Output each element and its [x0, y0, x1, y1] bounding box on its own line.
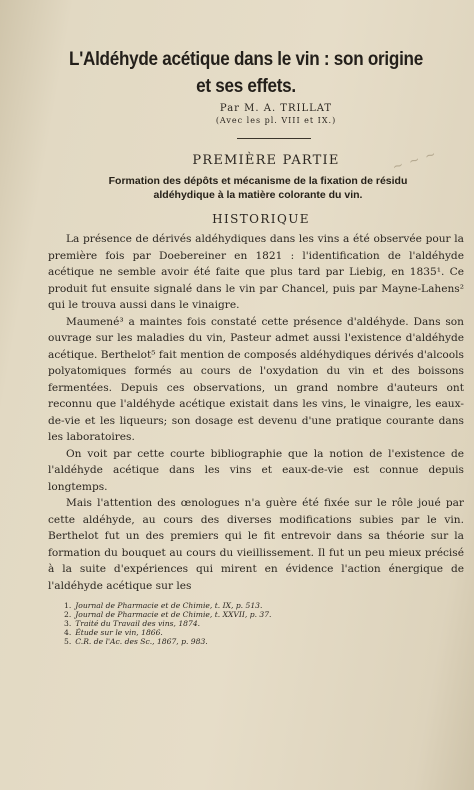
title-line-2: et ses effets. [196, 76, 296, 97]
paragraph: Mais l'attention des œnologues n'a guère été fixée sur le rôle joué par cette aldéhyde, au cours des diverses modifications subies par le vin. Berthelot fut un des premiers qui le fit entrevoir dans sa théorie sur la formation du bouquet au cours du vieillissement. Il fut un peu mieux précisé à la suite d'expériences qui mirent en évidence l'action énergique de l'aldéhyde acétique sur les [48, 497, 464, 592]
paragraph: On voit par cette courte bibliographie que la notion de l'existence de l'aldéhyde acétique dans les vins et eaux-de-vie est connue depuis longtemps. [48, 447, 464, 493]
footnote: 1. Journal de Pharmacie et de Chimie, t. IX, p. 513. [64, 601, 263, 610]
footnote: 5. C.R. de l'Ac. des Sc., 1867, p. 983. [64, 637, 208, 646]
footnote: 4. Étude sur le vin, 1866. [64, 628, 163, 637]
article [44, 46, 464, 646]
footnote: 2. Journal de Pharmacie et de Chimie, t. XXVII, p. 37. [64, 610, 272, 619]
plates-note: (Avec les pl. VIII et IX.) [215, 116, 337, 125]
title-line-1: L'Aldéhyde acétique dans le vin : son origine [69, 49, 423, 70]
body-text [48, 231, 464, 594]
part-subtitle [50, 174, 466, 202]
subtitle-line-1: Formation des dépôts et mécanisme de la fixation de résidu [108, 175, 408, 187]
author-line: Par M. A. TRILLAT [219, 103, 333, 114]
paragraph: La présence de dérivés aldéhydiques dans les vins a été observée pour la première fois par Doebereiner en 1821 : l'identification de l'aldéhyde acétique ne semble avoir été faite que plus tard par Liebig, en 1835¹. Ce produit fut ensuite signalé dans le vin par Chancel, puis par Mayne-Lahens² qui le trouva aussi dans le vinaigre. [48, 233, 464, 311]
subtitle-line-2: aldéhydique à la matière colorante du vin. [153, 189, 363, 201]
section-title: HISTORIQUE [212, 212, 310, 226]
paragraph: Maumené³ a maintes fois constaté cette présence d'aldéhyde. Dans son ouvrage sur les maladies du vin, Pasteur admet aussi l'existence d'aldéhyde acétique. Berthelot⁵ fait mention de composés aldéhydiques dérivés d'alcools polyatomiques formés au cours de l'oxydation du vin et des boissons fermentées. Depuis ces observations, un grand nombre d'auteurs ont reconnu que l'aldéhyde acétique existait dans les vins, le vinaigre, les eaux-de-vie et les liqueurs; son dosage est devenu d'une pratique courante dans les laboratoires. [48, 315, 464, 443]
footnotes [64, 601, 448, 646]
article-title [64, 46, 428, 100]
handwritten-pencil-mark: ~ ~ ~ [390, 146, 439, 176]
part-title: PREMIÈRE PARTIE [192, 153, 340, 168]
footnote: 3. Traité du Travail des vins, 1874. [64, 619, 201, 628]
separator-rule [237, 138, 311, 139]
